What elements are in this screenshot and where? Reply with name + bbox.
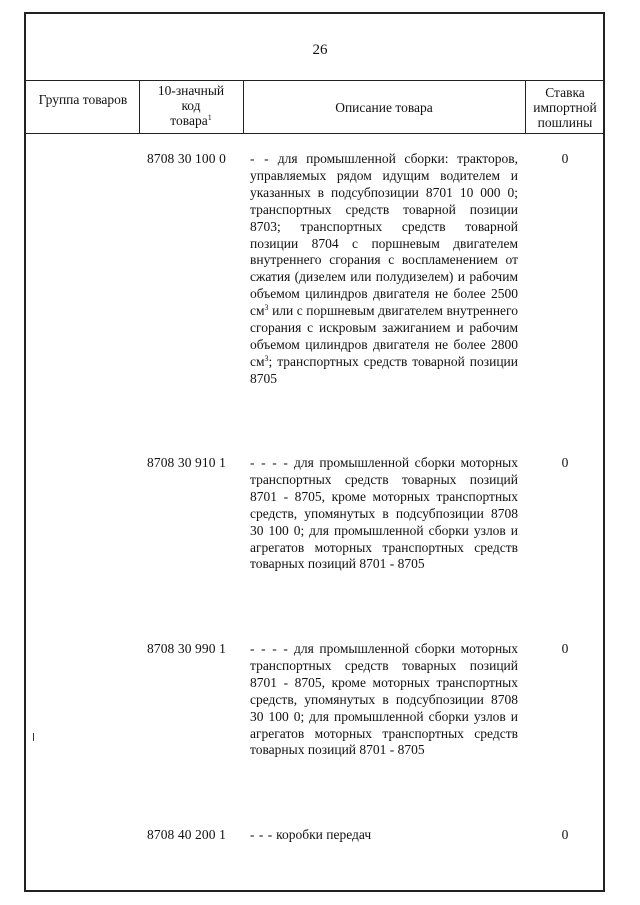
row-description [250, 151, 518, 388]
page-number: 26 [312, 42, 328, 58]
row-code: 8708 30 100 0 [147, 151, 226, 166]
row-rate: 0 [561, 827, 569, 842]
row-rate: 0 [561, 641, 569, 656]
row-dash: - - - - [250, 455, 289, 470]
row-description-text: для промышленной сборки моторных транспортных средств товарных позиций 8701 - 8705, кроме моторных транспортных средств, упомянутых в подсубпозиции 8708 30 100 0; для промышленной сборки узлов и агрегатов моторных транспортных средств товарных позиций 8701 - 8705 [250, 455, 518, 572]
header-group: Группа товаров [38, 92, 128, 107]
row-rate: 0 [561, 151, 569, 166]
superscript: 3 [264, 303, 269, 313]
row-description-text: ; транспортных средств товарной позиции 8705 [250, 353, 518, 386]
row-description-text: для промышленной сборки моторных транспортных средств товарных позиций 8701 - 8705, кроме моторных транспортных средств, упомянутых в подсубпозиции 8708 30 100 0; для промышленной сборки узлов и агрегатов моторных транспортных средств товарных позиций 8701 - 8705 [250, 641, 518, 758]
column-divider [525, 80, 526, 133]
row-dash: - - [250, 151, 270, 166]
row-description-text: для промышленной сборки: тракторов, управляемых рядом идущим водителем и указанных в подсубпозиции 8701 10 000 0; транспортных средств товарной позиции 8703; транспортных средств товарной позиции 8704 с поршневым двигателем внутреннего сгорания с воспламенением от сжатия (дизелем или полудизелем) и рабочим объемом цилиндров двигателя не более 2500 см [250, 151, 518, 319]
header-code-line: 10-значный [157, 83, 225, 98]
superscript: 3 [264, 353, 269, 363]
row-description [250, 827, 518, 844]
table-top-border [25, 80, 604, 81]
column-divider [139, 80, 140, 133]
row-description [250, 455, 518, 573]
row-description [250, 641, 518, 759]
row-rate: 0 [561, 455, 569, 470]
header-code-line [141, 113, 241, 128]
row-description-text: или с поршневым двигателем внутреннего сгорания с искровым зажиганием и рабочим объемом цилиндров двигателя не более 2800 см [250, 303, 518, 369]
header-description: Описание товара [335, 100, 433, 115]
table-header-bottom-border [25, 133, 604, 134]
row-code: 8708 40 200 1 [147, 827, 226, 842]
row-dash: - - - [250, 827, 273, 842]
row-code: 8708 30 990 1 [147, 641, 226, 656]
row-description-text: коробки передач [276, 827, 372, 842]
footnote-marker: 1 [207, 113, 212, 122]
row-dash: - - - - [250, 641, 289, 656]
page-frame [24, 12, 605, 892]
scan-mark [33, 733, 34, 741]
header-code-text: товара [170, 113, 208, 128]
header-rate: Ставка импортной пошлины [533, 85, 597, 130]
row-code: 8708 30 910 1 [147, 455, 226, 470]
column-divider [243, 80, 244, 133]
header-code [141, 83, 241, 128]
header-code-line: код [181, 98, 201, 113]
